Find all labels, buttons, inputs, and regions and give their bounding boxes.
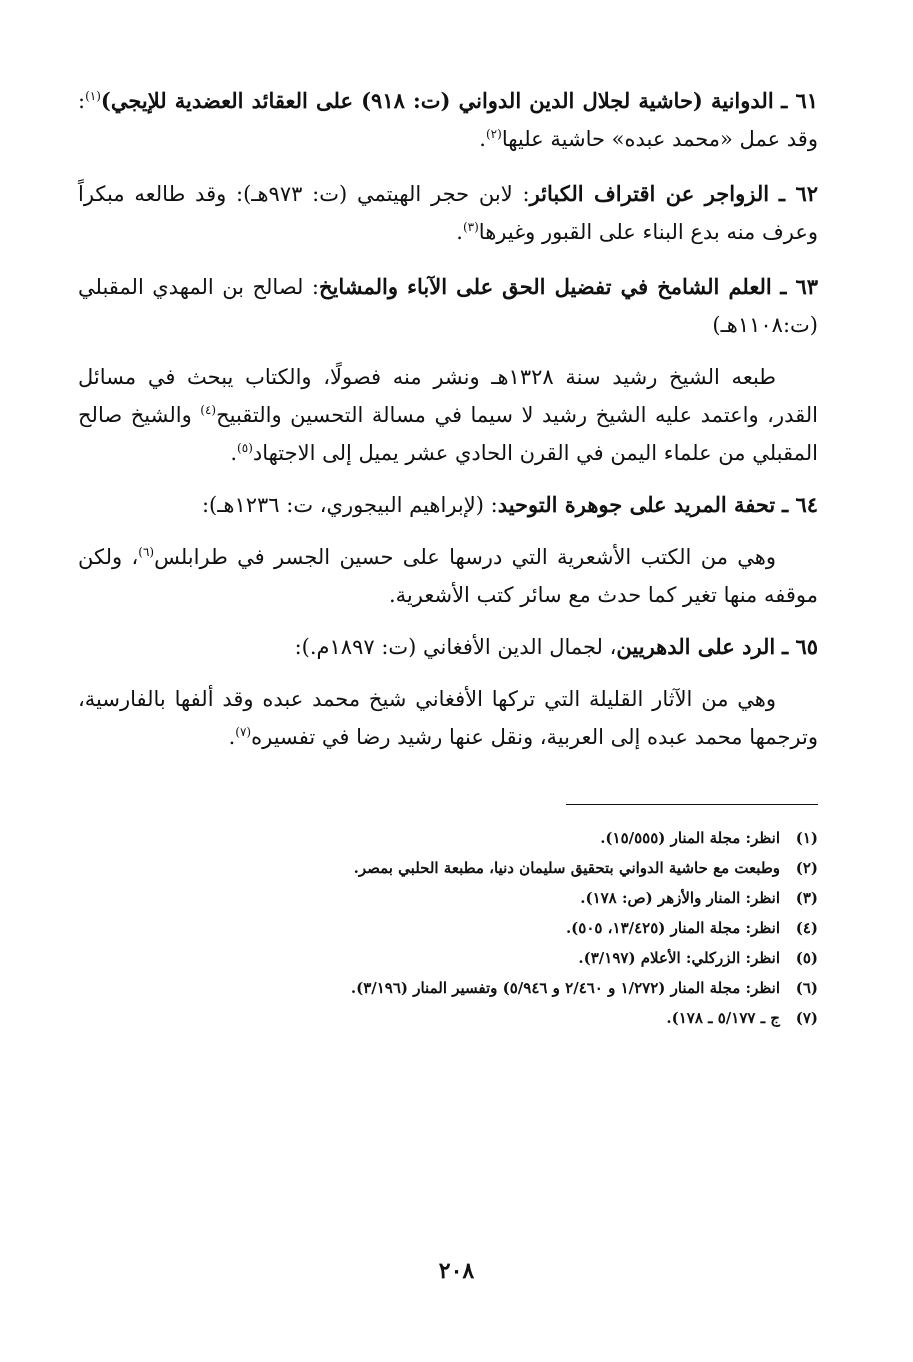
entry-tail: . (479, 127, 486, 151)
entry-text: ، لجمال الدين الأفغاني (ت: ١٨٩٧م.): (294, 635, 617, 659)
entry-61 (78, 82, 818, 158)
footnote-ref: (٧) (235, 725, 252, 739)
entry-title: الرد على الدهريين (616, 634, 776, 659)
footnote-text: وطبعت مع حاشية الدواني بتحقيق سليمان دنيا، مطبعة الحلبي بمصر. (353, 859, 780, 877)
entry-62 (78, 175, 818, 251)
paragraph-64 (78, 538, 818, 614)
footnote-text: انظر: المنار والأزهر (ص: ١٧٨). (580, 889, 780, 907)
entry-text: : وقد عمل «محمد عبده» حاشية عليها (78, 89, 818, 151)
footnote-ref: (٢) (485, 127, 502, 141)
entry-text: : (لإبراهيم البيجوري، ت: ١٢٣٦هـ): (201, 493, 498, 517)
footnote-ref: (٣) (462, 220, 479, 234)
entry-number: ٦٥ ـ (781, 634, 818, 659)
entry-text: : لابن حجر الهيتمي (ت: ٩٧٣هـ): وقد طالعه مبكراً وعرف منه بدع البناء على القبور وغيرها (78, 182, 818, 244)
footnote-text: انظر: مجلة المنار (١/٢٧٢ و ٢/٤٦٠ و ٥/٩٤٦) وتفسير المنار (٣/١٩٦). (350, 979, 780, 997)
footnote-text: انظر: مجلة المنار (١٥/٥٥٥). (600, 829, 780, 847)
footnote-number: (٧) (795, 1009, 818, 1027)
footnote-ref: (٦) (138, 545, 155, 559)
page-number: ٢٠٨ (438, 1258, 475, 1284)
entry-63 (78, 268, 818, 344)
footnote (78, 913, 818, 943)
footnote-number: (٢) (795, 859, 818, 877)
entry-number: ٦١ ـ (781, 88, 819, 113)
footnote-number: (٤) (795, 919, 818, 937)
entry-title: الدوانية (حاشية لجلال الدين الدواني (ت: ٩١٨) على العقائد العضدية للإيجي) (100, 88, 774, 113)
footnote (78, 973, 818, 1003)
footnote-number: (٥) (795, 949, 818, 967)
paragraph-text: وهي من الآثار القليلة التي تركها الأفغاني شيخ محمد عبده وقد ألفها بالفارسية، وترجمها محمد عبده إلى العربية، ونقل عنها رشيد رضا في تفسيره (78, 687, 818, 749)
entry-number: ٦٢ ـ (778, 181, 819, 206)
footnote-ref: (٥) (237, 441, 253, 455)
entry-tail: . (456, 220, 463, 244)
paragraph-65 (78, 680, 818, 756)
paragraph-text: طبعه الشيخ رشيد سنة ١٣٢٨هـ ونشر منه فصولًا، والكتاب يبحث في مسائل القدر، واعتمد عليه الشيخ رشيد لا سيما في مسالة التحسين والتقبيح (78, 365, 818, 427)
footnote-divider (566, 804, 818, 805)
paragraph-text: والشيخ صالح المقبلي من علماء اليمن في القرن الحادي عشر يميل إلى الاجتهاد (78, 403, 818, 465)
entry-title: الزواجر عن اقتراف الكبائر (529, 181, 770, 206)
footnote-text: انظر: مجلة المنار (١٣/٤٢٥، ٥٠٥). (565, 919, 780, 937)
footnotes (78, 823, 818, 1033)
entry-text: : لصالح بن المهدي المقبلي (ت:١١٠٨هـ) (78, 275, 818, 337)
footnote (78, 883, 818, 913)
entry-number: ٦٤ ـ (781, 492, 818, 517)
footnote-number: (٣) (795, 889, 818, 907)
entry-65 (78, 628, 818, 666)
footnote-text: ج ـ ٥/١٧٧ ـ ١٧٨). (666, 1009, 780, 1027)
paragraph-text: وهي من الكتب الأشعرية التي درسها على حسين الجسر في طرابلس (154, 545, 777, 569)
footnote-number: (١) (795, 829, 818, 847)
footnote (78, 1003, 818, 1033)
footnote (78, 823, 818, 853)
paragraph-63 (78, 358, 818, 472)
entry-title: تحفة المريد على جوهرة التوحيد (497, 492, 776, 517)
footnote-ref: (٤) (200, 403, 217, 417)
footnote-text: انظر: الزركلي: الأعلام (٣/١٩٧). (578, 949, 780, 967)
paragraph-text: ، ولكن موقفه منها تغير كما حدث مع سائر كتب الأشعرية. (78, 545, 818, 607)
entry-number: ٦٣ ـ (780, 274, 818, 299)
footnote (78, 943, 818, 973)
footnote-number: (٦) (795, 979, 818, 997)
footnote-ref: (١) (85, 89, 101, 103)
footnote (78, 853, 818, 883)
entry-64 (78, 486, 818, 524)
paragraph-text: . (230, 441, 238, 465)
paragraph-text: . (228, 725, 236, 749)
entry-title: العلم الشامخ في تفضيل الحق على الآباء والمشايخ (318, 274, 772, 299)
